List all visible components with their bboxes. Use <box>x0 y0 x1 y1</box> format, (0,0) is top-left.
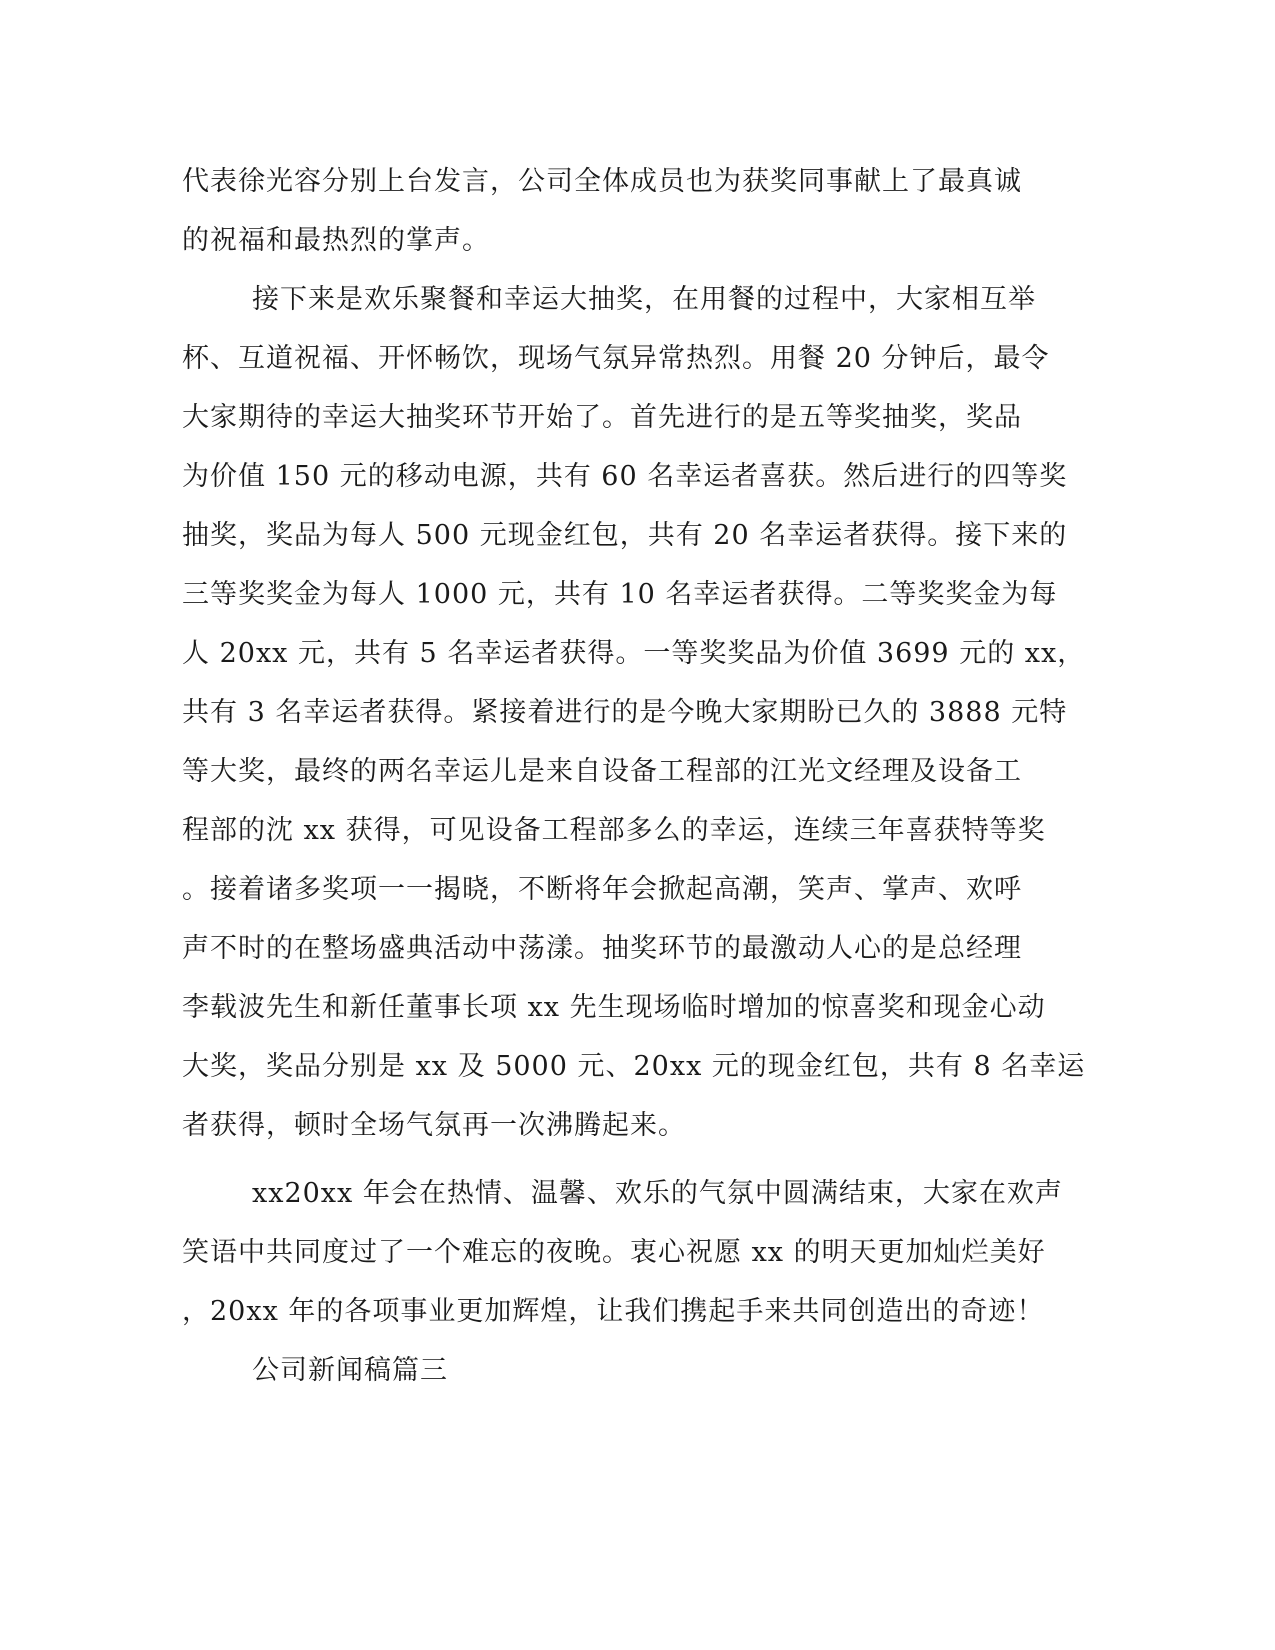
paragraph-closing <box>182 1164 1063 1341</box>
text-line: 程部的沈 xx 获得，可见设备工程部多么的幸运，连续三年喜获特等奖 <box>182 815 1046 846</box>
text-line: ，20xx 年的各项事业更加辉煌，让我们携起手来共同创造出的奇迹！ <box>182 1296 1045 1327</box>
text-line: 为价值 150 元的移动电源，共有 60 名幸运者喜获。然后进行的四等奖 <box>182 461 1068 492</box>
text-line: 大家期待的幸运大抽奖环节开始了。首先进行的是五等奖抽奖，奖品 <box>182 402 1022 433</box>
text-line: 。接着诸多奖项一一揭晓，不断将年会掀起高潮，笑声、掌声、欢呼 <box>182 874 1022 905</box>
text-line: 人 20xx 元，共有 5 名幸运者获得。一等奖奖品为价值 3699 元的 xx， <box>182 638 1086 669</box>
text-line: 声不时的在整场盛典活动中荡漾。抽奖环节的最激动人心的是总经理 <box>182 933 1022 964</box>
text-line: xx20xx 年会在热情、温馨、欢乐的气氛中圆满结束，大家在欢声 <box>252 1178 1063 1209</box>
text-line: 李载波先生和新任董事长项 xx 先生现场临时增加的惊喜奖和现金心动 <box>182 992 1046 1023</box>
section-title: 公司新闻稿篇三 <box>252 1355 448 1386</box>
text-line: 杯、互道祝福、开怀畅饮，现场气氛异常热烈。用餐 20 分钟后，最令 <box>182 343 1050 374</box>
paragraph-speech-continuation <box>182 152 1034 270</box>
text-line: 三等奖奖金为每人 1000 元，共有 10 名幸运者获得。二等奖奖金为每 <box>182 579 1058 610</box>
text-line: 大奖，奖品分别是 xx 及 5000 元、20xx 元的现金红包，共有 8 名幸运 <box>182 1051 1086 1082</box>
text-line: 共有 3 名幸运者获得。紧接着进行的是今晚大家期盼已久的 3888 元特 <box>182 697 1068 728</box>
text-line: 笑语中共同度过了一个难忘的夜晚。衷心祝愿 xx 的明天更加灿烂美好 <box>182 1237 1046 1268</box>
text-line: 者获得，顿时全场气氛再一次沸腾起来。 <box>182 1110 686 1141</box>
text-line: 接下来是欢乐聚餐和幸运大抽奖，在用餐的过程中，大家相互举 <box>252 284 1036 315</box>
text-line: 的祝福和最热烈的掌声。 <box>182 225 490 256</box>
paragraph-lottery <box>182 270 1086 1155</box>
text-line: 等大奖，最终的两名幸运儿是来自设备工程部的江光文经理及设备工 <box>182 756 1022 787</box>
section-heading <box>182 1341 1034 1400</box>
text-line: 代表徐光容分别上台发言，公司全体成员也为获奖同事献上了最真诚 <box>182 166 1022 197</box>
text-line: 抽奖，奖品为每人 500 元现金红包，共有 20 名幸运者获得。接下来的 <box>182 520 1068 551</box>
